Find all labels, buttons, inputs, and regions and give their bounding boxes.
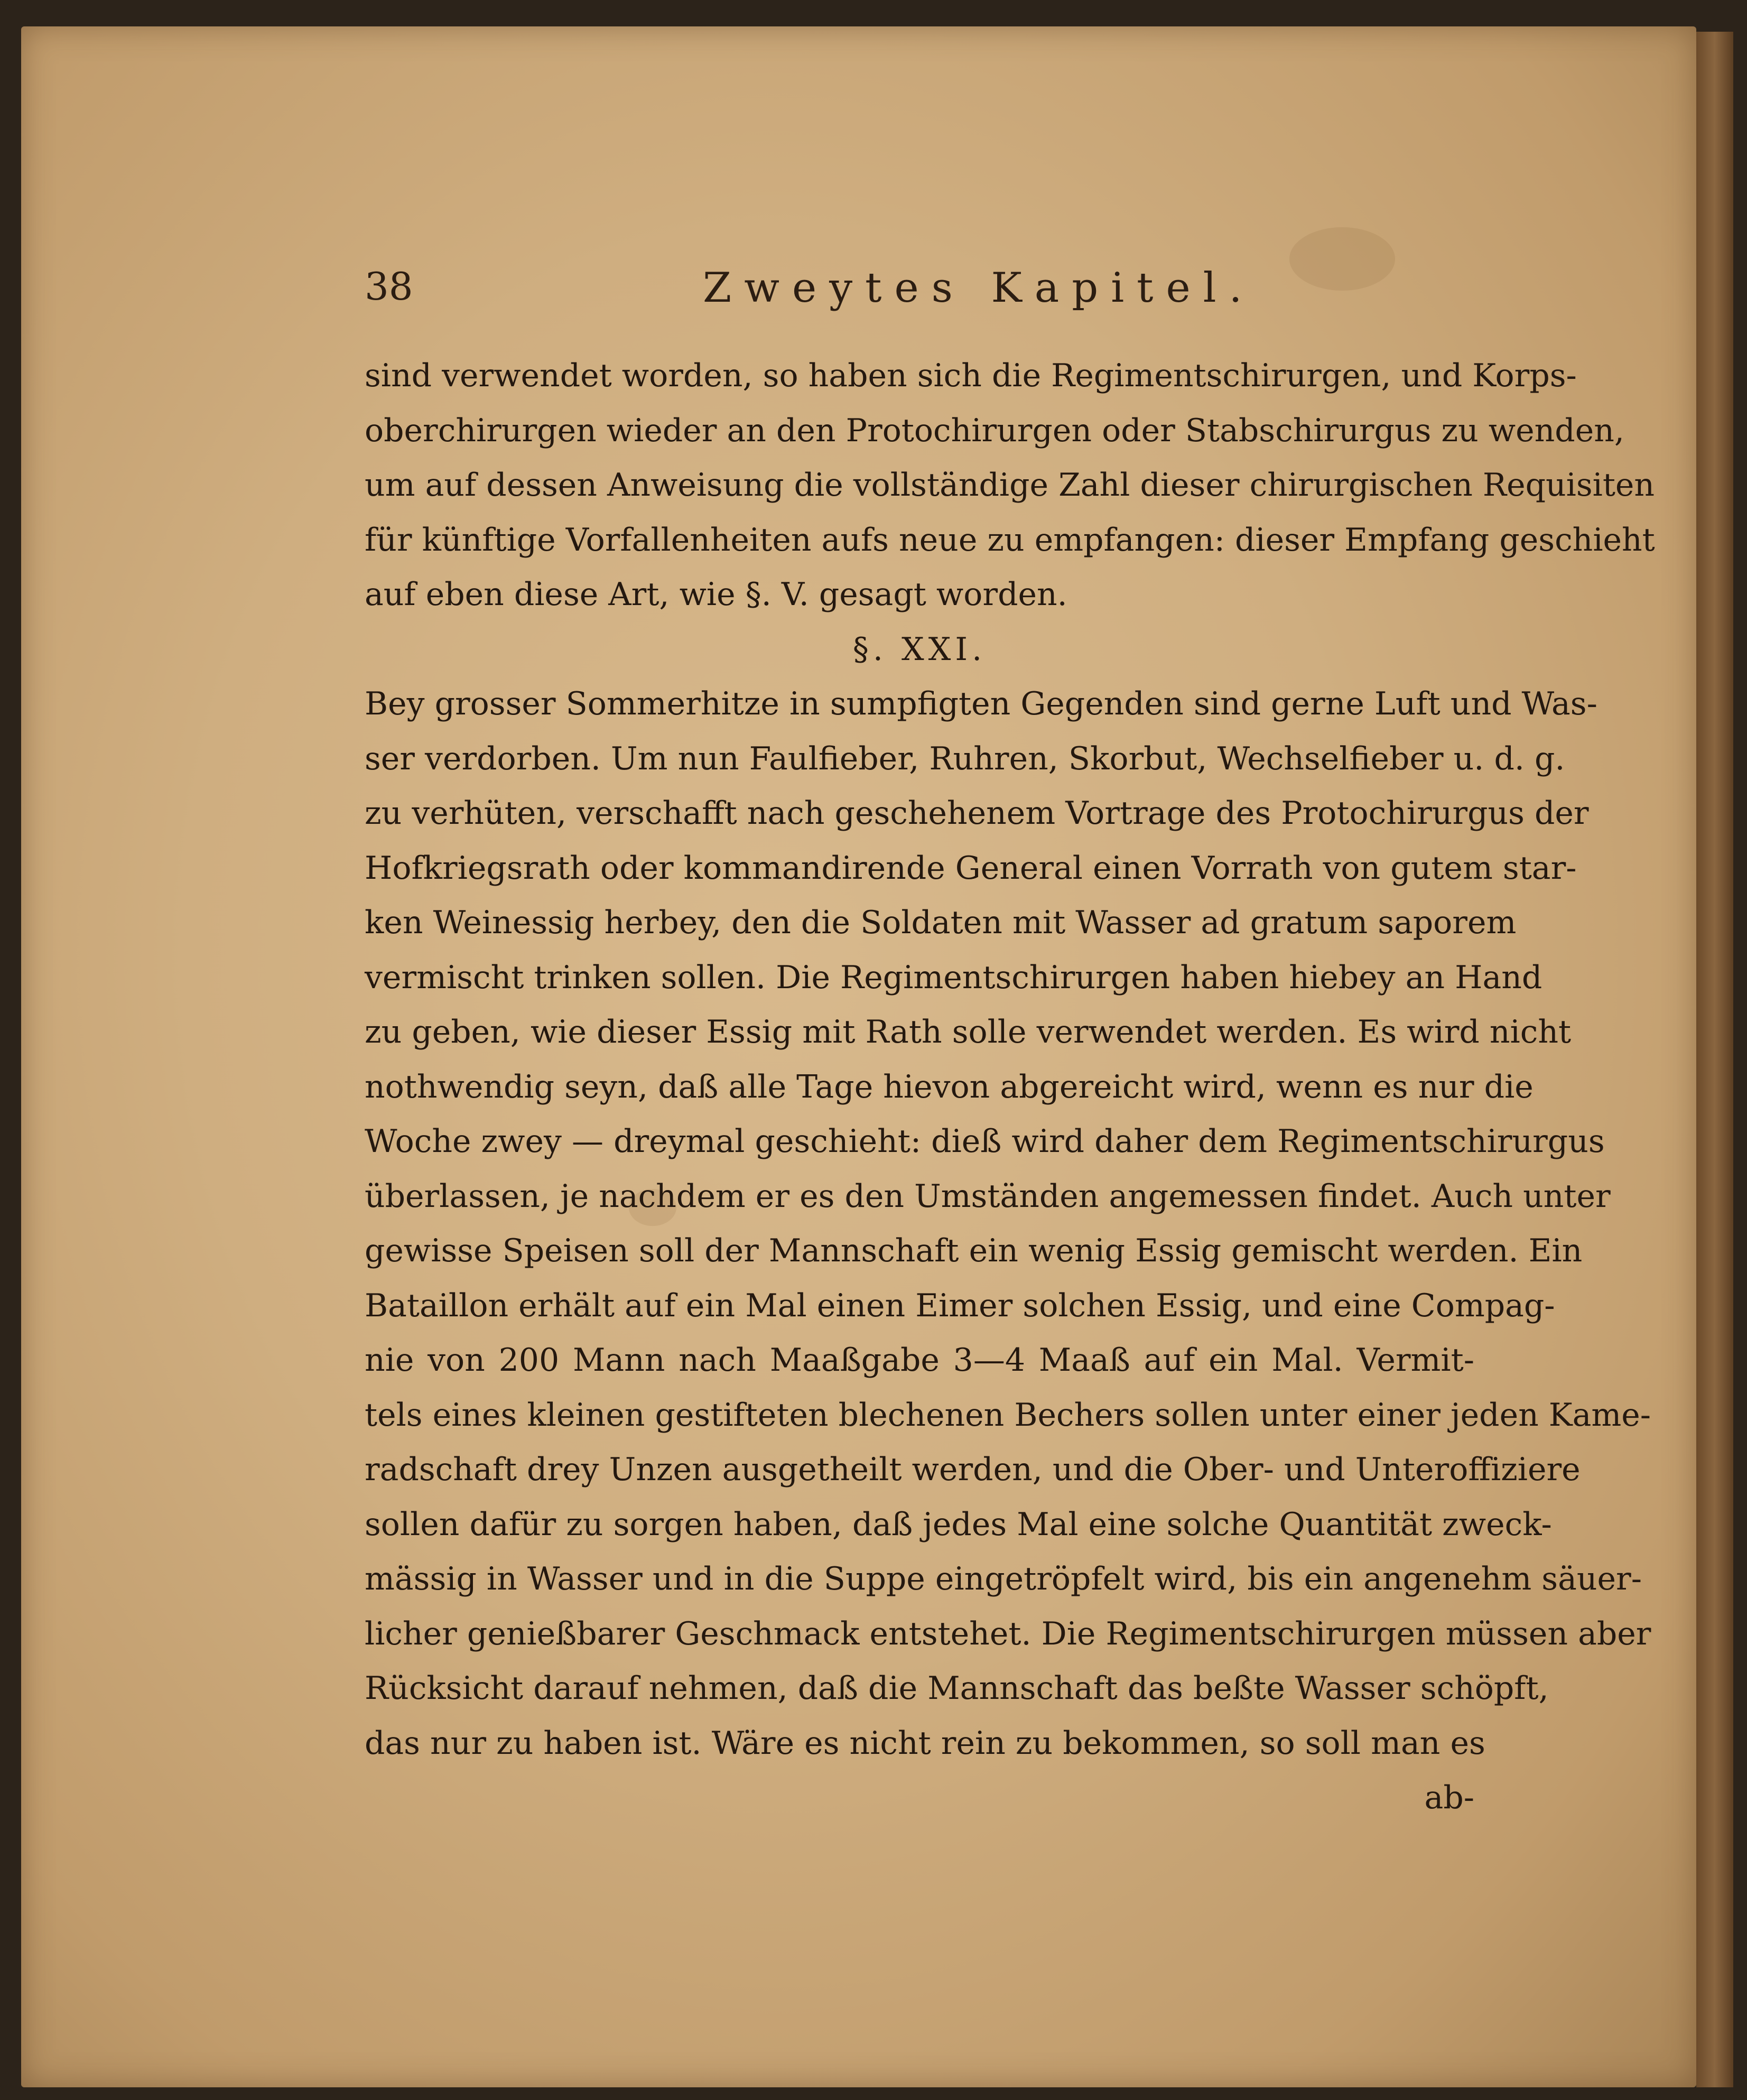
catchword: ab- xyxy=(1424,1779,1474,1816)
text-line: zu geben, wie dieser Essig mit Rath solle verwendet werden. Es wird nicht xyxy=(365,1014,1572,1051)
running-title: Zweytes Kapitel. xyxy=(703,264,1255,312)
text-line: Bey grosser Sommerhitze in sumpfigten Gegenden sind gerne Luft und Was- xyxy=(365,685,1597,722)
text-line: mässig in Wasser und in die Suppe eingetröpfelt wird, bis ein angenehm säuer- xyxy=(365,1560,1642,1597)
text-line: zu verhüten, verschafft nach geschehenem Vortrage des Protochirurgus der xyxy=(365,795,1589,832)
page-body xyxy=(365,349,1655,1826)
text-line: auf eben diese Art, wie §. V. gesagt worden. xyxy=(365,576,1067,613)
text-line: ser verdorben. Um nun Faulfieber, Ruhren, Skorbut, Wechselfieber u. d. g. xyxy=(365,740,1565,777)
text-line: nothwendig seyn, daß alle Tage hievon abgereicht wird, wenn es nur die xyxy=(365,1068,1534,1105)
text-line: licher genießbarer Geschmack entstehet. Die Regimentschirurgen müssen aber xyxy=(365,1615,1651,1652)
book-page-edge xyxy=(1696,32,1733,2087)
text-line: oberchirurgen wieder an den Protochirurgen oder Stabschirurgus zu wenden, xyxy=(365,412,1624,449)
text-line: sollen dafür zu sorgen haben, daß jedes Mal eine solche Quantität zweck- xyxy=(365,1506,1552,1543)
text-line: Hofkriegsrath oder kommandirende General einen Vorrath von gutem star- xyxy=(365,849,1577,887)
text-line: vermischt trinken sollen. Die Regimentschirurgen haben hiebey an Hand xyxy=(365,959,1542,996)
text-line: überlassen, je nachdem er es den Umständen angemessen findet. Auch unter xyxy=(365,1177,1611,1215)
text-line: das nur zu haben ist. Wäre es nicht rein zu bekommen, so soll man es xyxy=(365,1724,1485,1762)
text-line: um auf dessen Anweisung die vollständige Zahl dieser chirurgischen Requisiten xyxy=(365,467,1655,504)
section-heading: §. XXI. xyxy=(852,630,987,668)
page-number: 38 xyxy=(365,264,413,309)
text-line: tels eines kleinen gestifteten blechenen Bechers sollen unter einer jeden Kame- xyxy=(365,1396,1651,1434)
text-line: sind verwendet worden, so haben sich die Regimentschirurgen, und Korps- xyxy=(365,357,1577,394)
text-line: Rücksicht darauf nehmen, daß die Mannschaft das beßte Wasser schöpft, xyxy=(365,1670,1549,1707)
running-header xyxy=(365,264,1474,328)
text-line: radschaft drey Unzen ausgetheilt werden, und die Ober- und Unteroffiziere xyxy=(365,1451,1581,1488)
text-line: gewisse Speisen soll der Mannschaft ein wenig Essig gemischt werden. Ein xyxy=(365,1232,1583,1269)
text-line: ken Weinessig herbey, den die Soldaten mit Wasser ad gratum saporem xyxy=(365,904,1517,941)
text-line: Bataillon erhält auf ein Mal einen Eimer solchen Essig, und eine Compag- xyxy=(365,1287,1555,1324)
text-line: Woche zwey — dreymal geschieht: dieß wird daher dem Regimentschirurgus xyxy=(365,1123,1605,1160)
text-line: nie von 200 Mann nach Maaßgabe 3—4 Maaß auf ein Mal. Vermit- xyxy=(365,1342,1474,1379)
text-line: für künftige Vorfallenheiten aufs neue zu empfangen: dieser Empfang geschieht xyxy=(365,521,1655,559)
